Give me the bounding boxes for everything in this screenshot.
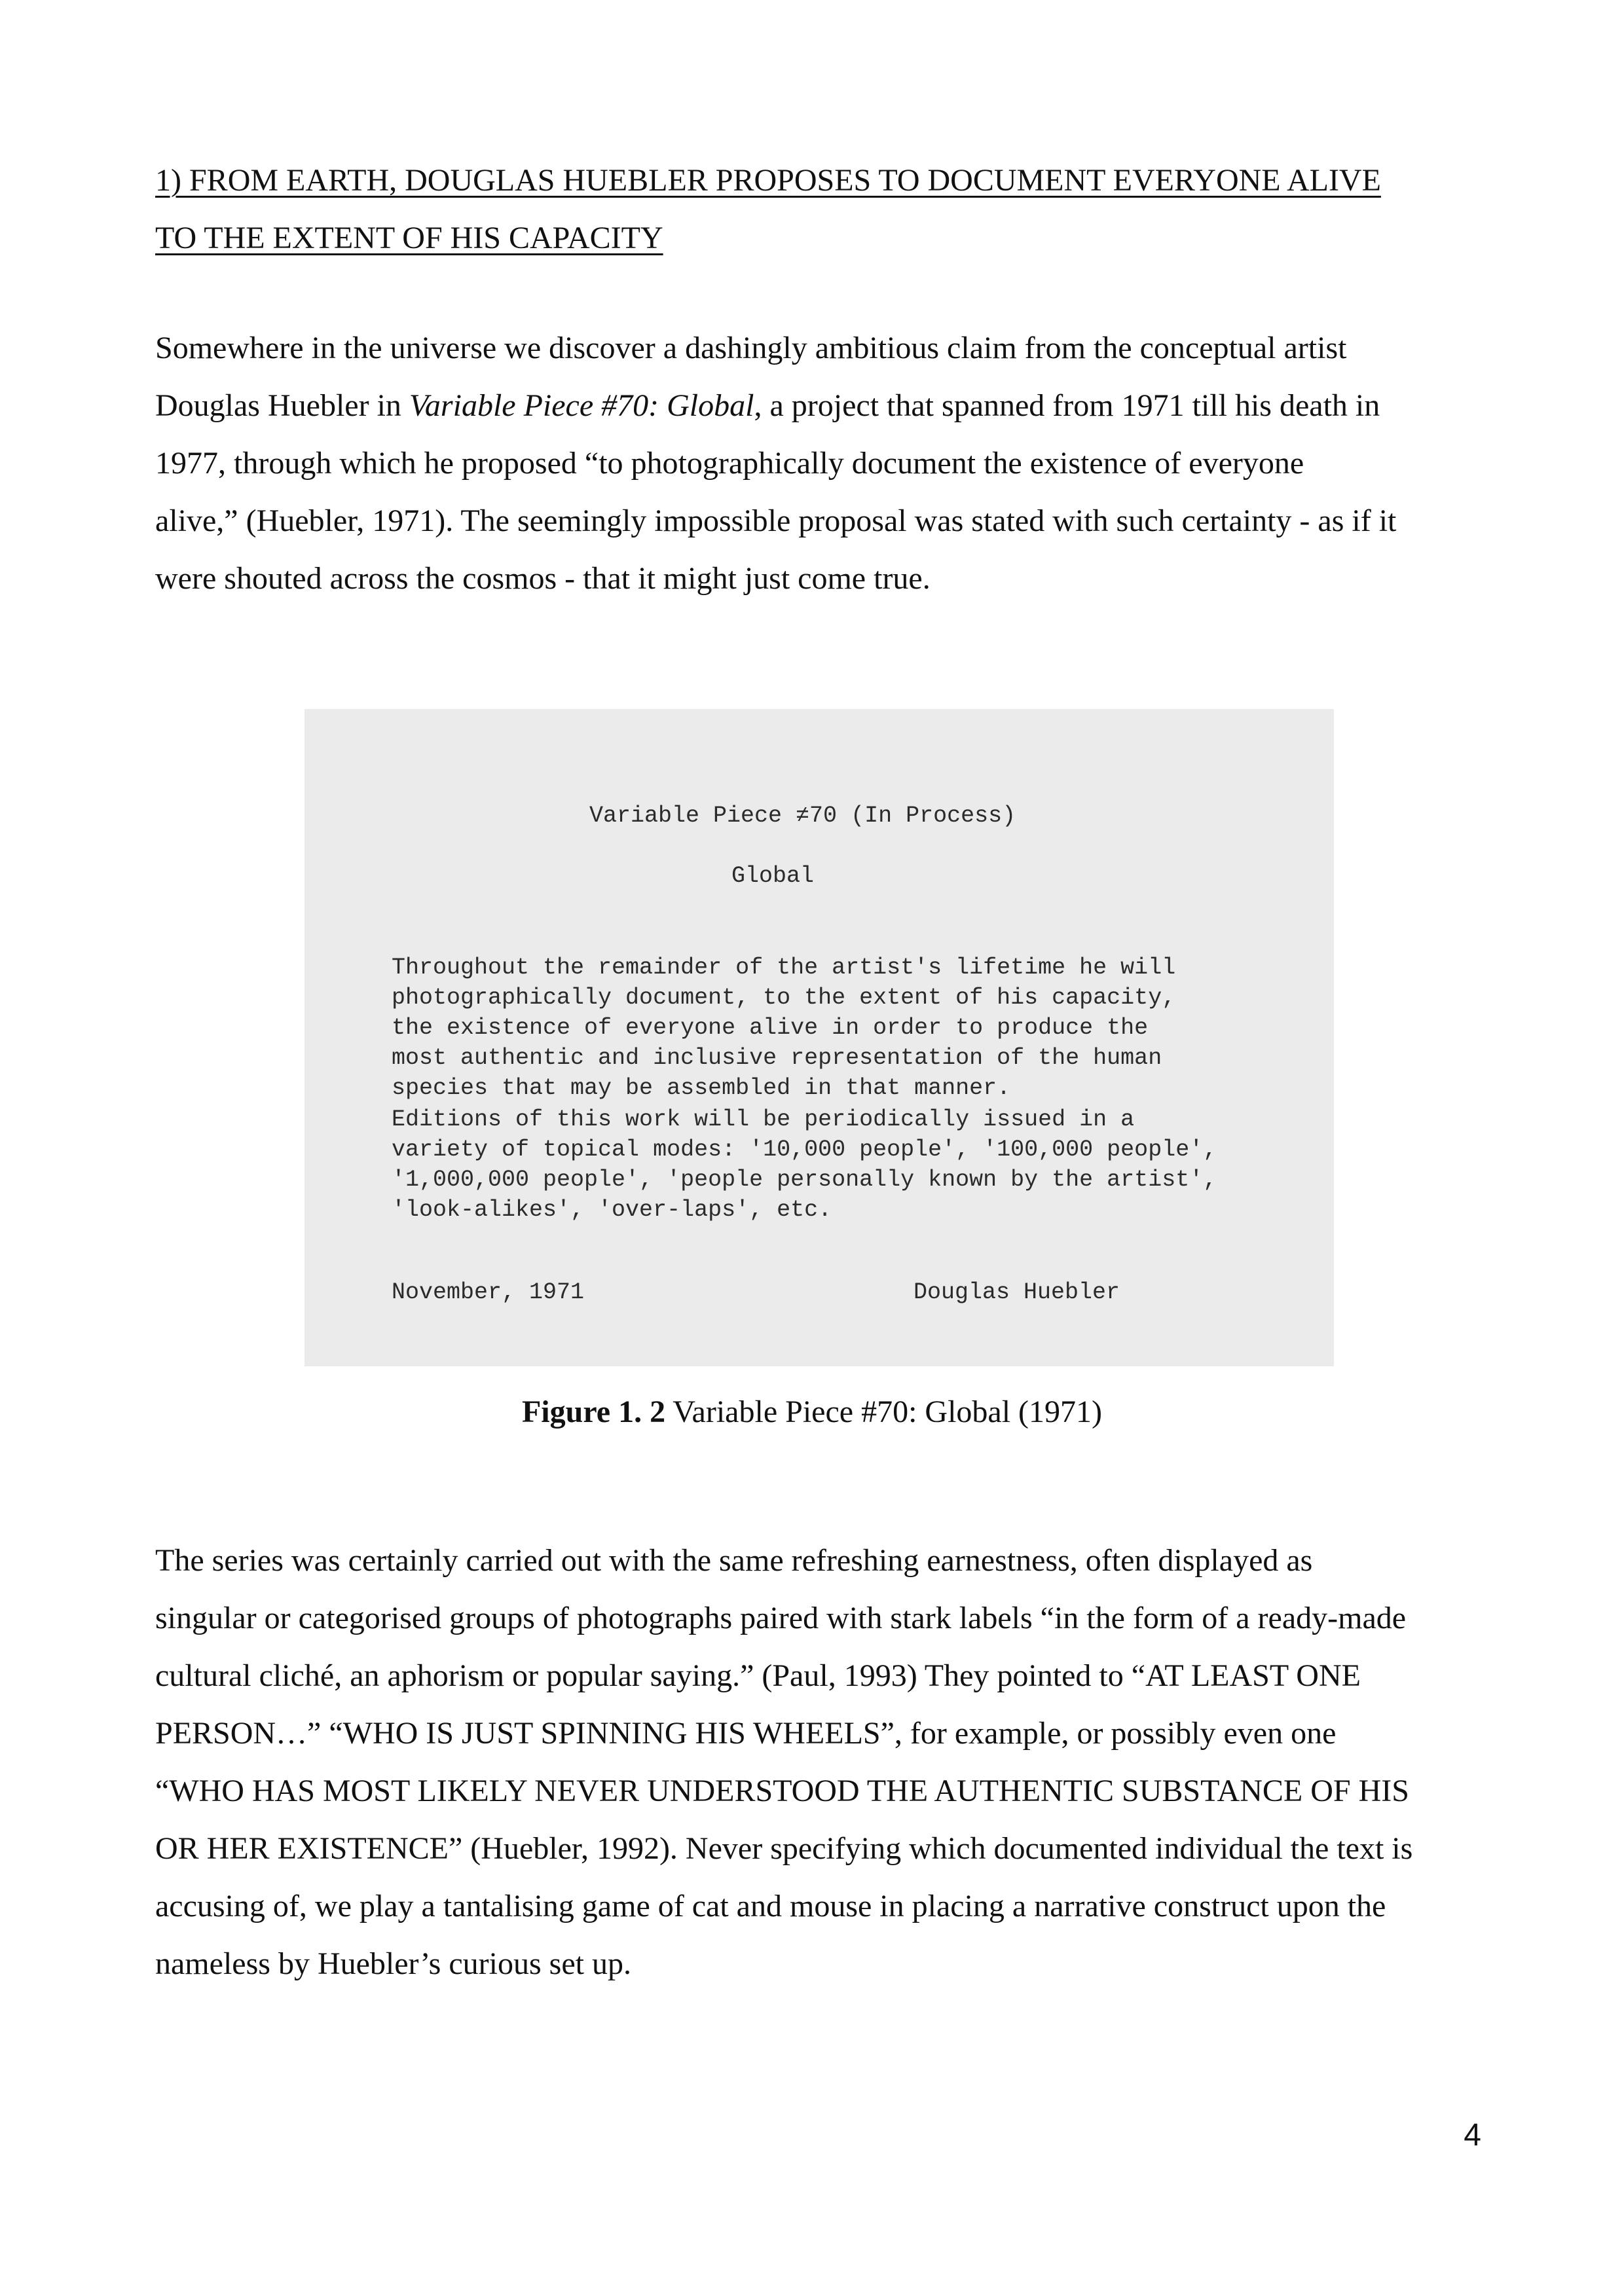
text-line: OR HER EXISTENCE” (Huebler, 1992). Never specifying which documented individual the text is [155, 1831, 1413, 1866]
text-line: nameless by Huebler’s curious set up. [155, 1946, 631, 1981]
text-line: Somewhere in the universe we discover a dashingly ambitious claim from the conceptual artist [155, 331, 1347, 365]
artwork-title: Variable Piece #70: Global [409, 388, 754, 423]
text-line: cultural cliché, an aphorism or popular saying.” (Paul, 1993) They pointed to “AT LEAST ONE [155, 1658, 1361, 1693]
caption-text: Variable Piece #70: Global (1971) [665, 1394, 1103, 1429]
text-segment: , a project that spanned from 1971 till his death in [754, 388, 1380, 423]
text-segment: Douglas Huebler in [155, 388, 409, 423]
page-number: 4 [1464, 2118, 1481, 2153]
figure-image [304, 709, 1334, 1366]
figure-statement: Throughout the remainder of the artist's lifetime he will photographically document, to the extent of his capacity, the existence of everyone alive in order to produce the most authentic and inclusive representation of the human species that may be assembled in that manner. [392, 955, 1176, 1101]
text-line: The series was certainly carried out with the same refreshing earnestness, often displayed as [155, 1543, 1313, 1578]
text-line: singular or categorised groups of photographs paired with stark labels “in the form of a ready-made [155, 1601, 1407, 1635]
figure-editions: Editions of this work will be periodically issued in a variety of topical modes: '10,000 people', '100,000 people', '1,000,000 people', 'people personally known by the artist', 'look-alikes', 'over-laps', etc. [392, 1106, 1217, 1223]
figure-subtitle: Global [731, 863, 815, 889]
text-line: “WHO HAS MOST LIKELY NEVER UNDERSTOOD THE AUTHENTIC SUBSTANCE OF HIS [155, 1774, 1409, 1808]
figure-caption [0, 1386, 1624, 1438]
figure-signature: Douglas Huebler [913, 1279, 1120, 1305]
text-line: 1977, through which he proposed “to photographically document the existence of everyone [155, 446, 1304, 481]
figure-title: Variable Piece ≠70 (In Process) [589, 803, 1016, 829]
intro-paragraph [155, 319, 1491, 608]
figure-date: November, 1971 [392, 1279, 585, 1305]
section-heading [155, 152, 1491, 267]
heading-line: TO THE EXTENT OF HIS CAPACITY [155, 221, 663, 255]
text-line: PERSON…” “WHO IS JUST SPINNING HIS WHEELS”, for example, or possibly even one [155, 1716, 1337, 1751]
heading-line: 1) FROM EARTH, DOUGLAS HUEBLER PROPOSES TO DOCUMENT EVERYONE ALIVE [155, 163, 1381, 198]
text-line: alive,” (Huebler, 1971). The seemingly impossible proposal was stated with such certainty - as if it [155, 503, 1397, 538]
caption-label: Figure 1. 2 [521, 1394, 666, 1429]
text-line: were shouted across the cosmos - that it might just come true. [155, 561, 931, 596]
text-line: accusing of, we play a tantalising game of cat and mouse in placing a narrative construct upon the [155, 1889, 1386, 1923]
body-paragraph [155, 1532, 1491, 1993]
text-line [155, 377, 1491, 435]
